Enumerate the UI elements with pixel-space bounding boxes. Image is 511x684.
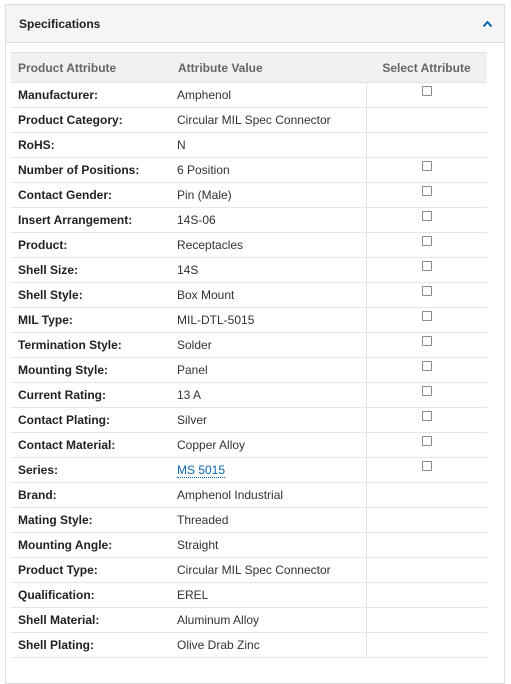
chevron-up-icon[interactable] — [482, 20, 492, 28]
select-attribute-cell — [366, 533, 487, 558]
select-attribute-cell — [366, 208, 487, 233]
attribute-name: Mounting Style: — [11, 358, 171, 383]
select-attribute-cell — [366, 133, 487, 158]
attribute-name: Product Category: — [11, 108, 171, 133]
table-row — [11, 558, 487, 583]
attribute-value: 14S — [171, 258, 366, 283]
table-row — [11, 508, 487, 533]
select-attribute-checkbox[interactable] — [422, 286, 432, 296]
select-attribute-cell — [366, 608, 487, 633]
series-link[interactable]: MS 5015 — [177, 463, 226, 477]
attribute-name: Shell Material: — [11, 608, 171, 633]
select-attribute-cell — [366, 158, 487, 183]
select-attribute-checkbox[interactable] — [422, 236, 432, 246]
attribute-value: Copper Alloy — [171, 433, 366, 458]
attribute-name: Mating Style: — [11, 508, 171, 533]
table-row — [11, 383, 487, 408]
table-header-row — [11, 53, 487, 83]
select-attribute-checkbox[interactable] — [422, 261, 432, 271]
attribute-value: MIL-DTL-5015 — [171, 308, 366, 333]
attribute-value: 13 A — [171, 383, 366, 408]
table-row — [11, 283, 487, 308]
attribute-name: Brand: — [11, 483, 171, 508]
select-attribute-cell — [366, 583, 487, 608]
table-row — [11, 433, 487, 458]
select-attribute-checkbox[interactable] — [422, 361, 432, 371]
attribute-value: Pin (Male) — [171, 183, 366, 208]
table-row — [11, 633, 487, 658]
attribute-value: Straight — [171, 533, 366, 558]
table-row — [11, 533, 487, 558]
table-row — [11, 108, 487, 133]
table-body — [11, 83, 487, 658]
select-attribute-checkbox[interactable] — [422, 411, 432, 421]
panel-title: Specifications — [19, 16, 101, 31]
select-attribute-checkbox[interactable] — [422, 211, 432, 221]
attribute-name: Mounting Angle: — [11, 533, 171, 558]
select-attribute-cell — [366, 333, 487, 358]
table-row — [11, 308, 487, 333]
select-attribute-cell — [366, 633, 487, 658]
attribute-value: Receptacles — [171, 233, 366, 258]
attribute-value: Olive Drab Zinc — [171, 633, 366, 658]
select-attribute-checkbox[interactable] — [422, 311, 432, 321]
attribute-value: Threaded — [171, 508, 366, 533]
table-row — [11, 483, 487, 508]
select-attribute-cell — [366, 483, 487, 508]
attribute-name: Termination Style: — [11, 333, 171, 358]
attribute-value: Panel — [171, 358, 366, 383]
table-row — [11, 158, 487, 183]
select-attribute-cell — [366, 433, 487, 458]
select-attribute-cell — [366, 233, 487, 258]
header-attribute-value: Attribute Value — [171, 53, 366, 83]
table-row — [11, 233, 487, 258]
select-attribute-cell — [366, 408, 487, 433]
attribute-value: Amphenol — [171, 83, 366, 108]
table-row — [11, 183, 487, 208]
attribute-value: EREL — [171, 583, 366, 608]
select-attribute-checkbox[interactable] — [422, 461, 432, 471]
select-attribute-cell — [366, 283, 487, 308]
select-attribute-cell — [366, 358, 487, 383]
attribute-name: Qualification: — [11, 583, 171, 608]
table-row — [11, 83, 487, 108]
select-attribute-cell — [366, 258, 487, 283]
attribute-name: Shell Plating: — [11, 633, 171, 658]
specifications-table — [11, 52, 487, 658]
attribute-value: Box Mount — [171, 283, 366, 308]
attribute-name: Number of Positions: — [11, 158, 171, 183]
table-row — [11, 583, 487, 608]
select-attribute-cell — [366, 458, 487, 483]
select-attribute-checkbox[interactable] — [422, 86, 432, 96]
header-select-attribute: Select Attribute — [366, 53, 487, 83]
table-row — [11, 258, 487, 283]
attribute-value: Silver — [171, 408, 366, 433]
select-attribute-cell — [366, 308, 487, 333]
attribute-value: Solder — [171, 333, 366, 358]
header-product-attribute: Product Attribute — [11, 53, 171, 83]
select-attribute-cell — [366, 108, 487, 133]
attribute-name: RoHS: — [11, 133, 171, 158]
attribute-value: Aluminum Alloy — [171, 608, 366, 633]
attribute-value: Amphenol Industrial — [171, 483, 366, 508]
attribute-value: 6 Position — [171, 158, 366, 183]
select-attribute-checkbox[interactable] — [422, 386, 432, 396]
table-row — [11, 133, 487, 158]
select-attribute-checkbox[interactable] — [422, 336, 432, 346]
attribute-name: Series: — [11, 458, 171, 483]
select-attribute-cell — [366, 183, 487, 208]
attribute-name: Insert Arrangement: — [11, 208, 171, 233]
attribute-value: N — [171, 133, 366, 158]
attribute-name: Current Rating: — [11, 383, 171, 408]
attribute-name: Shell Style: — [11, 283, 171, 308]
table-row — [11, 333, 487, 358]
table-row — [11, 358, 487, 383]
select-attribute-checkbox[interactable] — [422, 161, 432, 171]
select-attribute-cell — [366, 83, 487, 108]
attribute-name: Product Type: — [11, 558, 171, 583]
select-attribute-cell — [366, 558, 487, 583]
attribute-value: Circular MIL Spec Connector — [171, 558, 366, 583]
attribute-name: Contact Plating: — [11, 408, 171, 433]
table-row — [11, 408, 487, 433]
attribute-name: Shell Size: — [11, 258, 171, 283]
table-row — [11, 208, 487, 233]
attribute-name: Contact Gender: — [11, 183, 171, 208]
attribute-name: Product: — [11, 233, 171, 258]
select-attribute-cell — [366, 508, 487, 533]
attribute-value: Circular MIL Spec Connector — [171, 108, 366, 133]
select-attribute-checkbox[interactable] — [422, 436, 432, 446]
attribute-name: MIL Type: — [11, 308, 171, 333]
attribute-name: Contact Material: — [11, 433, 171, 458]
select-attribute-checkbox[interactable] — [422, 186, 432, 196]
panel-header[interactable] — [6, 5, 504, 43]
attribute-name: Manufacturer: — [11, 83, 171, 108]
attribute-value — [171, 458, 366, 483]
table-row — [11, 608, 487, 633]
select-attribute-cell — [366, 383, 487, 408]
table-row — [11, 458, 487, 483]
attribute-value: 14S-06 — [171, 208, 366, 233]
